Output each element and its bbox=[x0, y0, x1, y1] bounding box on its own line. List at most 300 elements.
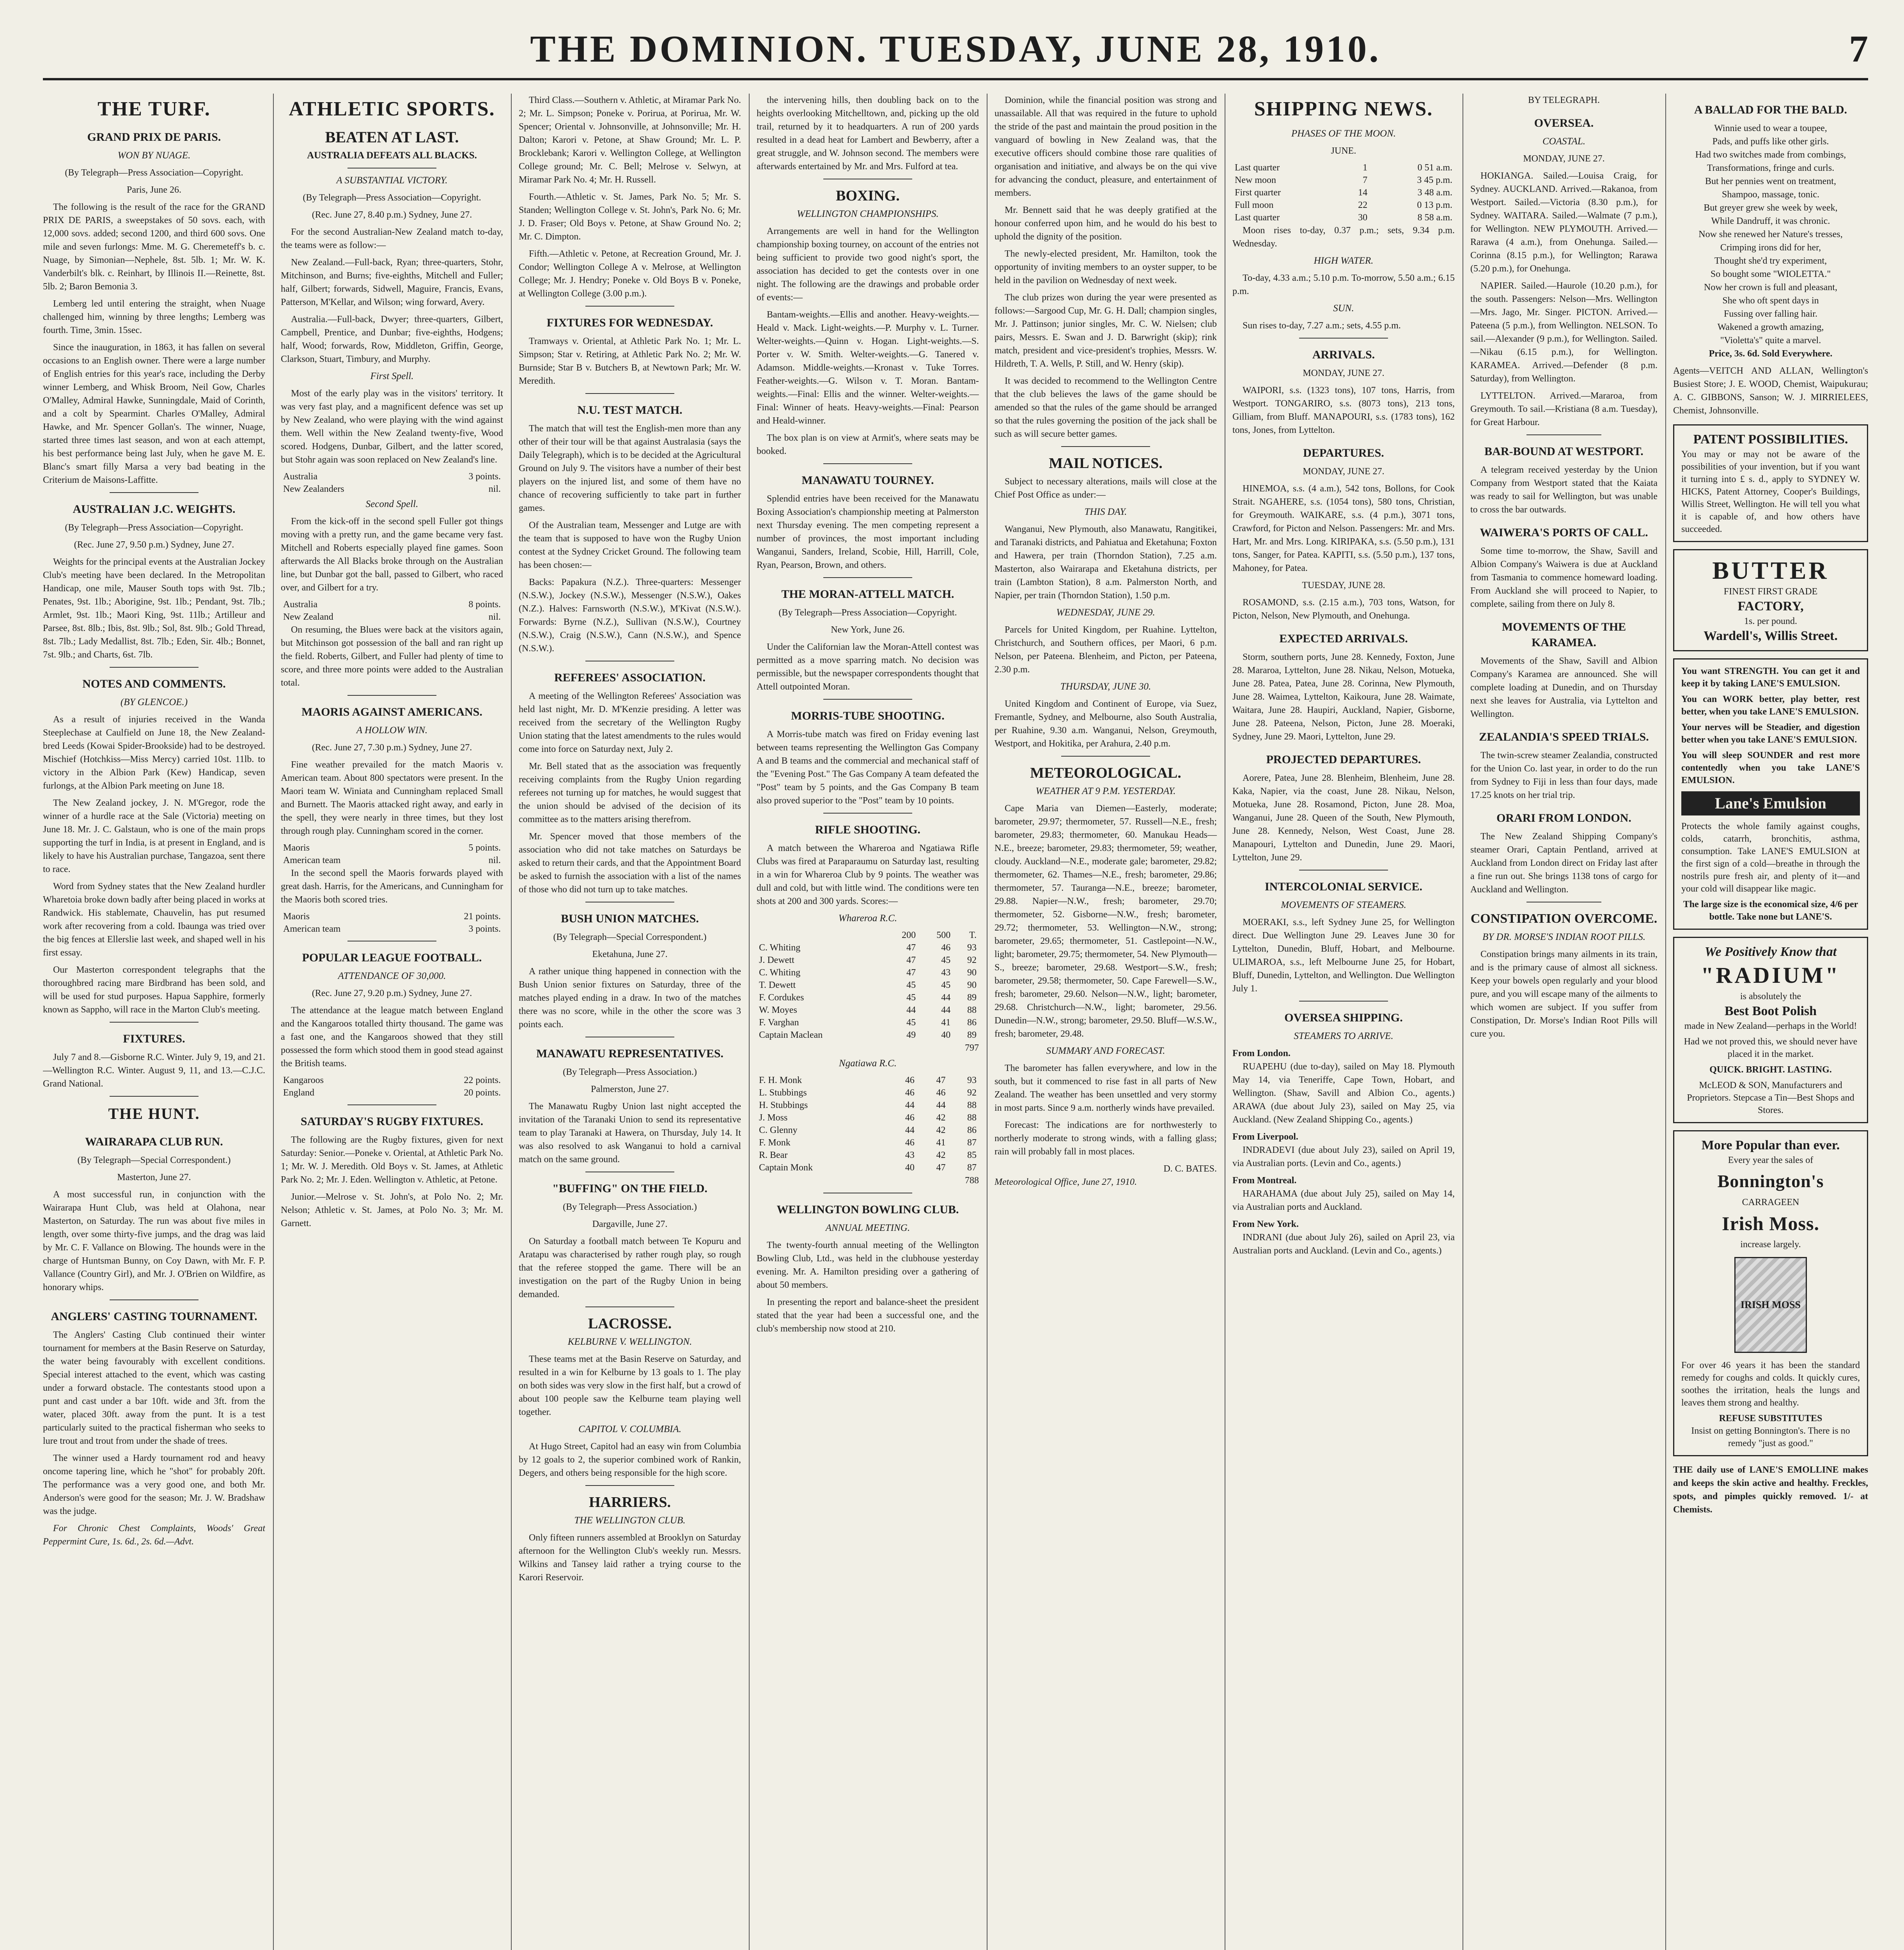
paragraph: Fine weather prevailed for the match Maoris v. American team. About 800 spectators were present. In the Maori team W. Winiata and Cunningham replaced Small and Burnett. The Maoris attacked right away, and early in the spell, they were nearly in three times, but they lost through rough play. Cunningham scored in the corner. bbox=[281, 760, 503, 836]
table-cell: 92 bbox=[967, 1088, 977, 1098]
paragraph: LYTTELTON. Arrived.—Mararoa, from Greymouth. To sail.—Kristiana (8 a.m. Tuesday), for Great Harbour. bbox=[1470, 391, 1658, 427]
table-row bbox=[757, 1099, 979, 1112]
table-row bbox=[757, 1087, 979, 1099]
table-cell: H. Stubbings bbox=[759, 1100, 808, 1110]
ad-body: Protects the whole family against coughs, colds, catarrh, bronchitis, asthma, consumption. Take LANE'S EMULSION at the first sign of a cold—breathe in through the nostrils pure fresh air, and plenty of it—and your cold will disappear like magic. bbox=[1681, 821, 1860, 894]
paragraph: Forecast: The indications are for northwesterly to northerly moderate to strong winds, with a falling glass; rain will probably fall in most places. bbox=[995, 1120, 1217, 1157]
article-title: OVERSEA. bbox=[1534, 117, 1594, 129]
table-cell: C. Glenny bbox=[759, 1125, 798, 1135]
paragraph: Tramways v. Oriental, at Athletic Park No. 1; Mr. L. Simpson; Star v. Retiring, at Athletic Park No. 2; Mr. W. Burnside; Star B v. Butchers B, at Newtown Park; Mr. W. Meredith. bbox=[519, 336, 741, 386]
advertisement-line: For Chronic Chest Complaints, Woods' Great Peppermint Cure, 1s. 6d., 2s. 6d.—Advt. bbox=[43, 1523, 265, 1547]
paragraph: Moon rises to-day, 0.37 p.m.; sets, 9.34 p.m. Wednesday. bbox=[1232, 225, 1455, 249]
paragraph: Most of the early play was in the visitors' territory. It was very fast play, and a magnificent defence was set up by New Zealand, who were playing with the wind against them. Well within the New Zealand twenty-five, Wood scored. Hodgens, Dunbar, Gilbert, and the latter scored, but Stohr again was soon replaced on New Zealand's line. bbox=[281, 388, 503, 465]
paragraph: MOERAKI, s.s., left Sydney June 25, for Wellington direct. Due Wellington June 29. Leaves June 30 for Lyttelton, Dunedin, Bluff, Hobart, and Melbourne. ULIMAROA, s.s., left Melbourne June 25, for Hobart, Bluff, Dunedin, Lyttelton, and Wellington. Due Wellington July 1. bbox=[1232, 917, 1455, 994]
ad-line: Insist on getting Bonnington's. There is no remedy "just as good." bbox=[1691, 1426, 1850, 1448]
team-total: 797 bbox=[965, 1043, 979, 1053]
table-cell: 89 bbox=[967, 993, 977, 1003]
article-title: EXPECTED ARRIVALS. bbox=[1279, 632, 1408, 645]
paragraph: To-day, 4.33 a.m.; 5.10 p.m. To-morrow, 5.50 a.m.; 6.15 p.m. bbox=[1232, 273, 1455, 296]
divider bbox=[823, 699, 912, 700]
dateline: TUESDAY, JUNE 28. bbox=[1302, 580, 1385, 590]
table-cell: 22 bbox=[1358, 200, 1368, 210]
team-heading: Ngatiawa R.C. bbox=[839, 1058, 897, 1069]
paragraph: A match between the Whareroa and Ngatiawa Rifle Clubs was fired at Paraparaumu on Saturday last, resulting in a win for Whareroa Club by 9 points. The weather was dull and cold, but with little wind. The conditions were ten shots at 200 and 300 yards. Scores:— bbox=[757, 843, 979, 906]
ad-title: A BALLAD FOR THE BALD. bbox=[1694, 103, 1847, 116]
divider bbox=[585, 1485, 674, 1486]
article-title: RIFLE SHOOTING. bbox=[815, 823, 921, 836]
table-cell: 46 bbox=[905, 1138, 915, 1148]
article-title: ARRIVALS. bbox=[1312, 348, 1375, 361]
article-title: FIXTURES. bbox=[123, 1032, 185, 1045]
paragraph: Subject to necessary alterations, mails will close at the Chief Post Office as under:— bbox=[995, 477, 1217, 500]
table-cell: F. Monk bbox=[759, 1138, 791, 1148]
moon-phases-table bbox=[1232, 161, 1455, 224]
table-cell: C. Whiting bbox=[759, 968, 801, 978]
paragraph: A rather unique thing happened in connection with the Bush Union senior fixtures on Saturday, three of the matches played ending in a draw. In two of the matches there was no score, while in the other the score was 3 points each. bbox=[519, 966, 741, 1030]
paragraph: In the second spell the Maoris forwards played with great dash. Harris, for the Americans, and Cunningham for the Maoris both scored tries. bbox=[281, 868, 503, 905]
table-cell: 90 bbox=[967, 980, 977, 990]
paragraph: Sun rises to-day, 7.27 a.m.; sets, 4.55 p.m. bbox=[1243, 321, 1401, 331]
paragraph: The New Zealand jockey, J. N. M'Gregor, rode the winner of a hurdle race at the Sale (Victoria) meeting on June 18. Mr. J. C. Galstaun, who is one of the main props supporting the turf in India, is at present in England, and is likely to have his Australian purchase, Tangazoa, sent there to race. bbox=[43, 798, 265, 874]
paragraph: the intervening hills, then doubling back on to the heights overlooking Mitchelltown, and, picking up the old trail, returned by it to headquarters. A run of 200 yards resulted in a dead heat for Lambert and Bewberry, after a great struggle, and W. Johnson second. The members were afterwards entertained by Mr. and Mrs. Fulford at tea. bbox=[757, 95, 979, 172]
dateline: MONDAY, JUNE 27. bbox=[1523, 154, 1605, 164]
divider bbox=[585, 393, 674, 394]
divider bbox=[1526, 434, 1601, 435]
dateline: (Rec. June 27, 9.50 p.m.) Sydney, June 27. bbox=[74, 540, 234, 550]
table-cell: 89 bbox=[967, 1030, 977, 1040]
table-cell: J. Moss bbox=[759, 1113, 788, 1123]
table-cell: J. Dewett bbox=[759, 955, 794, 965]
table-cell: 0 51 a.m. bbox=[1417, 163, 1452, 173]
credit-line: (By Telegraph—Press Association—Copyright. bbox=[65, 168, 243, 178]
paragraph: Weights for the principal events at the Australian Jockey Club's meeting have been declared. In the Metropolitan Handicap, one mile, Mauser South tops with 9st. 7lb.; Penates, 9st. 1lb.; Aborigine, 9st. 1lb.; Pendant, 9st. 7lb.; Armlet, 9st. 1lb.; Maori King, 9st. 11lb.; Artilleur and Parsee, 8st. 8lb.; Ibis, 8st. 9lb.; Sol, 8st. 9lb.; Gold Thread, 8st. 7lb.; Lady Medallist, 8st. 7lb.; Eden, Sir. 4lb.; Bonnet, 7st. 9lb.; and Charts, 6st. 7lb. bbox=[43, 557, 265, 660]
team-heading: Whareroa R.C. bbox=[838, 913, 897, 924]
table-cell: Full moon bbox=[1235, 200, 1274, 210]
ad-line: is absolutely the bbox=[1740, 991, 1801, 1002]
verse-line: Wakened a growth amazing, bbox=[1717, 322, 1824, 332]
team-name: American team bbox=[283, 924, 341, 934]
article-subtitle: WELLINGTON CHAMPIONSHIPS. bbox=[797, 209, 939, 219]
rifle-score-table bbox=[757, 929, 979, 1041]
article-subtitle: ANNUAL MEETING. bbox=[825, 1223, 910, 1233]
butter-ad bbox=[1673, 549, 1868, 651]
credit-line: (By Telegraph—Press Association.) bbox=[563, 1067, 697, 1077]
table-row bbox=[1232, 211, 1455, 224]
table-row bbox=[757, 1161, 979, 1174]
article-title: MANAWATU REPRESENTATIVES. bbox=[536, 1047, 724, 1060]
paragraph: The attendance at the league match between England and the Kangaroos totalled thirty thousand. The game was a fast one, and the Kangaroos showed that they still possessed the form which stood them in good stead against the British teams. bbox=[281, 1005, 503, 1069]
paragraph: As a result of injuries received in the Wanda Steeplechase at Caulfield on June 18, the New Zealand-bred Leeds (Kowai Spider-Brookside) had to be destroyed. Mischief (Hotchkiss—Miss Mercy) carried 10st. 11lb. to victory in the Albion Park (Kew) Handicap, seven furlongs, at the Albion Park meeting on June 18. bbox=[43, 714, 265, 791]
table-cell: 1 bbox=[1363, 163, 1368, 173]
column-mail-weather bbox=[995, 94, 1217, 1950]
table-cell: 45 bbox=[906, 1018, 916, 1028]
table-row bbox=[1232, 161, 1455, 174]
dateline: Masterton, June 27. bbox=[117, 1172, 191, 1182]
table-cell: F. H. Monk bbox=[759, 1075, 802, 1085]
paragraph: The twenty-fourth annual meeting of the Wellington Bowling Club, Ltd., was held in the clubhouse yesterday evening. Mr. A. Hamilton presiding over a gathering of about 50 members. bbox=[757, 1240, 979, 1290]
article-subtitle: (BY GLENCOE.) bbox=[120, 697, 188, 707]
divider bbox=[110, 1299, 199, 1300]
ad-title: Bonnington's bbox=[1717, 1171, 1824, 1191]
credit-line: (By Telegraph—Special Correspondent.) bbox=[553, 932, 707, 942]
table-cell: First quarter bbox=[1235, 188, 1281, 198]
paragraph: July 7 and 8.—Gisborne R.C. Winter. July 9, 19, and 21.—Wellington R.C. Winter. August 9, 11, and 13.—C.J.C. Grand National. bbox=[43, 1052, 265, 1089]
article-title: ZEALANDIA'S SPEED TRIALS. bbox=[1479, 730, 1649, 743]
article-title: OVERSEA SHIPPING. bbox=[1284, 1011, 1403, 1024]
origin-heading: From London. bbox=[1232, 1048, 1291, 1058]
table-cell: 47 bbox=[936, 1163, 946, 1173]
table-row bbox=[757, 991, 979, 1004]
verse-line: Fussing over falling hair. bbox=[1724, 309, 1817, 319]
column-rule bbox=[511, 94, 512, 1950]
article-title: GRAND PRIX DE PARIS. bbox=[87, 131, 221, 144]
article-subtitle: SUMMARY AND FORECAST. bbox=[1046, 1046, 1165, 1056]
table-cell: Last quarter bbox=[1235, 163, 1280, 173]
article-title: N.U. TEST MATCH. bbox=[577, 404, 683, 417]
column-turf bbox=[43, 94, 265, 1950]
paragraph: A most successful run, in conjunction with the Wairarapa Hunt Club, was held at Olahona, near Masterton, on Saturday. The run was about five miles in length, over some thirty-five jumps, and the drag was laid by Mr. C. F. Vallance on Blowing. The hounds were in the charge of Huntsman Bunny, on Coy Dawn, with Mr. F. P. Vallance (Country Girl), and Mr. J. O'Brien on Wildfire, as honorary whips. bbox=[43, 1190, 265, 1292]
divider bbox=[110, 1022, 199, 1023]
origin-heading: From Liverpool. bbox=[1232, 1132, 1298, 1142]
table-cell: Captain Monk bbox=[759, 1163, 813, 1173]
table-cell: 87 bbox=[967, 1163, 977, 1173]
article-title: THE MORAN-ATTELL MATCH. bbox=[781, 588, 954, 601]
ad-line: More Popular than ever. bbox=[1701, 1138, 1840, 1152]
masthead bbox=[43, 27, 1868, 74]
patent-ad bbox=[1673, 424, 1868, 542]
paragraph: Wanganui, New Plymouth, also Manawatu, Rangitikei, and Taranaki districts, and Pahiatua and Eketahuna; Foxton and Hawera, per train (Thorndon Station), 7.25 a.m. Masterton, also Wairarapa and Eketahuna districts, per train (Lambton Station), 8 a.m. Palmerston North, and Napier, per train (Thorndon Station), 1.50 p.m. bbox=[995, 524, 1217, 601]
verse-line: Transformations, fringe and curls. bbox=[1707, 163, 1835, 173]
table-cell: W. Moyes bbox=[759, 1005, 797, 1015]
table-cell: 92 bbox=[967, 955, 977, 965]
article-subtitle: A SUBSTANTIAL VICTORY. bbox=[336, 175, 448, 186]
article-subtitle: STEAMERS TO ARRIVE. bbox=[1294, 1031, 1393, 1041]
section-heading: THE HUNT. bbox=[108, 1105, 200, 1122]
ad-line: FINEST FIRST GRADE bbox=[1723, 587, 1818, 597]
table-cell: 44 bbox=[905, 1125, 915, 1135]
paragraph: The barometer has fallen everywhere, and low in the south, but it commenced to rise fast in all parts of New Zealand. The weather has been unsettled and very stormy in most parts. Since 9 a.m. northerly winds have prevailed. bbox=[995, 1063, 1217, 1113]
paragraph: Under the Californian law the Moran-Attell contest was permitted as a move sparring match. No decision was permissible, but the newspaper correspondents thought that Attell outpointed Moran. bbox=[757, 642, 979, 692]
article-title: BEATEN AT LAST. bbox=[325, 128, 459, 146]
team-score: 22 points. bbox=[464, 1075, 501, 1085]
table-cell: 47 bbox=[936, 1075, 946, 1085]
ad-title: "RADIUM" bbox=[1701, 963, 1840, 988]
table-cell: 40 bbox=[941, 1030, 951, 1040]
month-label: JUNE. bbox=[1331, 146, 1356, 156]
table-cell: 47 bbox=[906, 943, 916, 953]
divider bbox=[347, 1104, 436, 1105]
paragraph: On Saturday a football match between Te Kopuru and Aratapu was characterised by rather rough play, so rough that the referee stopped the game. There will be an investigation on the part of the Rugby Union in being demanded. bbox=[519, 1236, 741, 1299]
paragraph: INDRADEVI (due about July 23), sailed on April 19, via Australian ports. (Levin and Co., agents.) bbox=[1232, 1145, 1455, 1168]
table-cell: 90 bbox=[967, 968, 977, 978]
paragraph: Since the inauguration, in 1863, it has fallen on several occasions to an English owner. There were a large number of English entries for this year's race, including the Derby winner Lemberg, and Whisk Broom, Neil Gow, Charles O'Malley, Admiral Hawke, Sunningdale, Maid of Corinth, and a colt by Spearmint. Charles O'Malley, Admiral Hawke, and Mr. Spencer Gollan's. The winner, Nuage, started three times last season, and won at each attempt, his best performance being last July, when he gave M. E. Blanc's smart filly Marsa a very bad beating in the Criterium de Maisons-Laffitte. bbox=[43, 342, 265, 485]
paragraph: Parcels for United Kingdom, per Ruahine. Lyttelton, Christchurch, and Southern offices, per Maori, 6 p.m. Nelson, per Pateena. Blenheim, and Picton, per Pateena, 2.30 p.m. bbox=[995, 625, 1217, 675]
dateline: Dargaville, June 27. bbox=[592, 1219, 668, 1229]
team-name: Kangaroos bbox=[283, 1075, 324, 1085]
dateline: MONDAY, JUNE 27. bbox=[1303, 466, 1385, 477]
table-cell: 93 bbox=[967, 1075, 977, 1085]
ad-price: 1s. per pound. bbox=[1744, 616, 1797, 626]
article-title: ORARI FROM LONDON. bbox=[1496, 812, 1631, 824]
divider bbox=[585, 306, 674, 307]
table-cell: 42 bbox=[936, 1125, 946, 1135]
team-name: Australia bbox=[283, 472, 317, 482]
verse-line: Thought she'd try experiment, bbox=[1714, 256, 1827, 266]
table-header-row bbox=[757, 929, 979, 941]
paragraph: A meeting of the Wellington Referees' Association was held last night, Mr. D. M'Kenzie presiding. A letter was received from the secretary of the Wellington Rugby Union stating that the latest amendments to the rules would come into force on Saturday next, July 2. bbox=[519, 691, 741, 754]
ad-line: You will sleep SOUNDER and rest more contentedly when you take LANE'S EMULSION. bbox=[1681, 750, 1860, 785]
table-cell: 44 bbox=[941, 1005, 951, 1015]
paragraph: For the second Australian-New Zealand match to-day, the teams were as follow:— bbox=[281, 227, 503, 250]
paragraph: Aorere, Patea, June 28. Blenheim, Blenheim, June 28. Kaka, Napier, via the coast, June 28. Nikau, Nelson, Motueka, June 28. Rosamond, Picton, June 28. Moa, Wanganui, June 28. Queen of the South, New Plymouth, June 28. Kennedy, Nelson, West Coast, June 28. Manapouri, Lyttelton and Dunedin, June 29. Maori, Lyttelton, June 29. bbox=[1232, 773, 1455, 863]
dateline: (Rec. June 27, 8.40 p.m.) Sydney, June 27. bbox=[312, 210, 472, 220]
divider bbox=[823, 463, 912, 464]
team-name: Maoris bbox=[283, 911, 310, 922]
table-cell: 87 bbox=[967, 1138, 977, 1148]
paragraph: The box plan is on view at Armit's, where seats may be booked. bbox=[757, 433, 979, 456]
verse-line: "Violetta's" quite a marvel. bbox=[1720, 335, 1821, 346]
table-cell: 46 bbox=[905, 1075, 915, 1085]
section-heading: THE TURF. bbox=[98, 98, 211, 120]
table-cell: 45 bbox=[941, 955, 951, 965]
paragraph: Fifth.—Athletic v. Petone, at Recreation Ground, Mr. J. Condor; Wellington College A v. Melrose, at Wellington College; Mr. J. Hendry; Poneke v. Old Boys B v. Poneke, at Wellington College (3.00 p.m.). bbox=[519, 249, 741, 299]
table-cell: 44 bbox=[906, 1005, 916, 1015]
team-score: nil. bbox=[488, 484, 501, 494]
article-title: WELLINGTON BOWLING CLUB. bbox=[776, 1203, 959, 1216]
article-title: SATURDAY'S RUGBY FIXTURES. bbox=[300, 1115, 484, 1128]
ad-price: Price, 3s. 6d. Sold Everywhere. bbox=[1709, 349, 1833, 359]
paragraph: In presenting the report and balance-sheet the president stated that the year had been a successful one, and the club's membership now stood at 210. bbox=[757, 1297, 979, 1334]
table-cell: 44 bbox=[936, 1100, 946, 1110]
table-cell: F. Varghan bbox=[759, 1018, 799, 1028]
column-shipping bbox=[1232, 94, 1455, 1950]
paragraph: The New Zealand Shipping Company's steamer Orari, Captain Pentland, arrived at Auckland from London direct on Friday last after a fine run out. She brings 1138 tons of cargo for Auckland and Wellington. bbox=[1470, 831, 1658, 895]
column-header: 200 bbox=[902, 930, 916, 940]
paragraph: Lemberg led until entering the straight, when Nuage challenged him, winning by three lengths; Lemberg was fourth. Time, 3min. 15sec. bbox=[43, 299, 265, 335]
emolline-ad: THE daily use of LANE'S EMOLLINE makes and keeps the skin active and healthy. Freckles, spots, and pimples quickly removed. 1/- at Chemists. bbox=[1673, 1465, 1868, 1515]
column-boxing bbox=[757, 94, 979, 1950]
ad-line: made in New Zealand—perhaps in the World! bbox=[1684, 1021, 1857, 1031]
ad-line: QUICK. BRIGHT. LASTING. bbox=[1709, 1065, 1832, 1075]
team-total: 788 bbox=[965, 1175, 979, 1186]
team-score: nil. bbox=[488, 855, 501, 865]
ad-line: Every year the sales of bbox=[1728, 1155, 1814, 1165]
credit-line: (By Telegraph—Press Association—Copyright. bbox=[778, 608, 957, 618]
paragraph: Bantam-weights.—Ellis and another. Heavy-weights.—Heald v. Mack. Light-weights.—P. Murphy v. L. Turner. Welter-weights.—Quinn v. Hogan. Light-weights.—S. Porter v. W. Smith. Welter-weights.—G. Tanered v. Adamson. Middle-weights.—Kronast v. Tuke Torres. Feather-weights.—G. Wilson v. T. Moran. Bantam-weights.—Final: Ellis and the winner. Welter-weights.—Final: Winner of heats. Heavy-weights.—Final: Pearson and Heald-winner. bbox=[757, 310, 979, 426]
day-heading: THURSDAY, JUNE 30. bbox=[1060, 681, 1151, 692]
article-title: WAIRARAPA CLUB RUN. bbox=[85, 1135, 223, 1148]
radium-polish-ad bbox=[1673, 937, 1868, 1123]
paragraph: Only fifteen runners assembled at Brooklyn on Saturday afternoon for the Wellington Club's weekly run. Messrs. Wilkins and Tansey laid rather a trying course to the Karori Reservoir. bbox=[519, 1533, 741, 1583]
divider bbox=[585, 1306, 674, 1307]
article-title: AUSTRALIAN J.C. WEIGHTS. bbox=[73, 503, 236, 516]
column-rule bbox=[273, 94, 274, 1950]
article-title: DEPARTURES. bbox=[1303, 447, 1384, 459]
column-rule bbox=[749, 94, 750, 1950]
table-cell: 7 bbox=[1363, 175, 1368, 185]
article-title: METEOROLOGICAL. bbox=[1030, 765, 1181, 781]
day-heading: THIS DAY. bbox=[1084, 507, 1127, 517]
paragraph: HOKIANGA. Sailed.—Louisa Craig, for Sydney. AUCKLAND. Arrived.—Rakanoa, from Westport. Sailed.—Victoria (8.30 p.m.), for Sydney. WAITARA. Sailed.—Walmate (7 p.m.), for Wellington. NEW PLYMOUTH. Arrived.—Rarawa (4 a.m.), from Onehunga. Sailed.—Corinna (8.15 p.m.), for Wellington; Rarawa (5.20 p.m.), for Onehunga. bbox=[1470, 171, 1658, 274]
ad-title: Lane's Emulsion bbox=[1715, 794, 1826, 812]
table-cell: New moon bbox=[1235, 175, 1276, 185]
paragraph: The winner used a Hardy tournament rod and heavy oncome tapering line, which he "shot" for probably 20ft. The performance was a very good one, and both Mr. Anderson's were good for the season; Mr. J. W. Bradshaw was the judge. bbox=[43, 1453, 265, 1516]
table-cell: 86 bbox=[967, 1125, 977, 1135]
column-header: 500 bbox=[936, 930, 951, 940]
section-heading: ATHLETIC SPORTS. bbox=[289, 98, 495, 120]
ad-line: McLEOD & SON, Manufacturers and Proprietors. Stepcase a Tin—Best Shops and Stores. bbox=[1687, 1080, 1854, 1115]
article-title: FIXTURES FOR WEDNESDAY. bbox=[546, 316, 713, 329]
table-cell: L. Stubbings bbox=[759, 1088, 807, 1098]
table-cell: 45 bbox=[906, 980, 916, 990]
table-cell: Last quarter bbox=[1235, 213, 1280, 223]
masthead-rule bbox=[43, 78, 1868, 80]
paragraph: Australia.—Full-back, Dwyer; three-quarters, Gilbert, Campbell, Prentice, and Dunbar; five-eighths, Hodgens; half, Wood; forwards, Row, Middleton, Griffin, George, Clarkson, Stuart, Timbury, and Murphy. bbox=[281, 314, 503, 364]
article-title: "BUFFING" ON THE FIELD. bbox=[552, 1182, 707, 1195]
table-cell: 45 bbox=[906, 993, 916, 1003]
paragraph: Mr. Spencer moved that those members of the association who did not take matches on Saturdays be asked to return their cards, and that the Appointment Board be asked to furnish the association with a list of the names of those who did not turn up to take matches. bbox=[519, 831, 741, 895]
table-row bbox=[757, 1149, 979, 1161]
verse-line: Winnie used to wear a toupee, bbox=[1714, 123, 1827, 133]
paragraph: A Morris-tube match was fired on Friday evening last between teams representing the Wellington Gas Company A and B teams and the commercial and mechanical staff of the "Evening Post." The Gas Company A team defeated the "Post" team by 5 points, and the Gas Company B team also proved superior to the "Post" team by 10 points. bbox=[757, 729, 979, 806]
team-score: 20 points. bbox=[464, 1088, 501, 1098]
verse-line: Pads, and puffs like other girls. bbox=[1712, 136, 1829, 147]
dateline: (Rec. June 27, 7.30 p.m.) Sydney, June 27. bbox=[312, 743, 472, 753]
divider bbox=[823, 577, 912, 578]
paragraph: The following are the Rugby fixtures, given for next Saturday: Senior.—Poneke v. Oriental, at Athletic Park No. 1; Mr. W. J. Meredith. Old Boys v. St. James, at Athletic Park No. 2; Mr. J. Eden. Wellington v. Athletic, at Petone. bbox=[281, 1135, 503, 1185]
ad-shop: Wardell's, Willis Street. bbox=[1704, 629, 1838, 643]
paragraph: New Zealand.—Full-back, Ryan; three-quarters, Stohr, Mitchinson, and Burns; five-eighths, Mitchell and Fuller; half, Gilbert; forwards, Sidwell, Maguire, Francis, Evans, Patterson, M'Kellar, and Wilson; wing forward, Avery. bbox=[281, 257, 503, 307]
paragraph: INDRANI (due about July 26), sailed on April 23, via Australian ports and Auckland. (Levin and Co., agents.) bbox=[1232, 1232, 1455, 1256]
signature-office: Meteorological Office, June 27, 1910. bbox=[995, 1177, 1137, 1187]
verse-line: While Dandruff, it was chronic. bbox=[1711, 216, 1830, 226]
paragraph: At Hugo Street, Capitol had an easy win from Columbia by 12 goals to 2, the superior combined work of Rankin, Degers, and others being responsible for the high score. bbox=[519, 1441, 741, 1478]
verse-line: But greyer grew she week by week, bbox=[1704, 203, 1838, 213]
table-row bbox=[1232, 174, 1455, 186]
divider bbox=[1299, 1001, 1388, 1002]
article-title: ANGLERS' CASTING TOURNAMENT. bbox=[51, 1310, 257, 1323]
dateline: MONDAY, JUNE 27. bbox=[1303, 368, 1385, 378]
article-title: INTERCOLONIAL SERVICE. bbox=[1264, 880, 1423, 893]
verse-line: So bought some "WIOLETTA." bbox=[1710, 269, 1831, 279]
table-row bbox=[1232, 186, 1455, 199]
score-table bbox=[281, 1074, 503, 1099]
masthead-title: THE DOMINION. TUESDAY, JUNE 28, 1910. bbox=[530, 28, 1381, 70]
paragraph: Some time to-morrow, the Shaw, Savill and Albion Company's Waiwera is due at Auckland from Tasmania to commence homeward loading. From Auckland she will proceed to Napier, to complete, sailing from there on July 8. bbox=[1470, 546, 1658, 609]
article-title: WAIWERA'S PORTS OF CALL. bbox=[1480, 526, 1648, 539]
spell-heading: Second Spell. bbox=[365, 499, 418, 509]
table-cell: T. Dewett bbox=[759, 980, 796, 990]
paragraph: Of the Australian team, Messenger and Lutge are with the team that is supposed to have won the Rugby Union contest at the Sydney Cricket Ground. The following team has been chosen:— bbox=[519, 520, 741, 570]
article-subtitle: A HOLLOW WIN. bbox=[356, 725, 428, 736]
bonningtons-ad bbox=[1673, 1130, 1868, 1456]
team-name: New Zealanders bbox=[283, 484, 344, 494]
paragraph: Movements of the Shaw, Savill and Albion Company's Karamea are announced. She will complete loading at Dunedin, and on Thursday next she leaves for Australia, via Lyttelton and Wellington. bbox=[1470, 656, 1658, 719]
table-cell: 14 bbox=[1358, 188, 1368, 198]
divider bbox=[1061, 756, 1150, 757]
credit-line: (By Telegraph—Special Correspondent.) bbox=[77, 1155, 231, 1165]
verse-line: Now she renewed her Nature's tresses, bbox=[1698, 229, 1843, 239]
table-cell: 41 bbox=[941, 1018, 951, 1028]
paragraph: Fourth.—Athletic v. St. James, Park No. 5; Mr. S. Standen; Wellington College v. St. John's, Park No. 6; Mr. J. D. Fraser; Old Boys v. Petone, at Shaw Ground No. 2; Mr. C. Dimpton. bbox=[519, 192, 741, 242]
table-cell: 3 45 p.m. bbox=[1417, 175, 1452, 185]
ad-line: CARRAGEEN bbox=[1742, 1197, 1799, 1207]
divider bbox=[110, 492, 199, 493]
team-score: 8 points. bbox=[468, 599, 501, 610]
lanes-emulsion-ad bbox=[1673, 658, 1868, 930]
column-sports-continued bbox=[519, 94, 741, 1950]
table-row bbox=[1232, 199, 1455, 211]
verse-line: She who oft spent days in bbox=[1722, 296, 1819, 306]
paragraph: On resuming, the Blues were back at the visitors again, but Mitchinson got possession of the ball and ran right up the field. Roberts, Gilbert, and Fuller had plenty of time to score, and three more points were added to the Australian total. bbox=[281, 625, 503, 688]
ad-title: Irish Moss. bbox=[1722, 1213, 1819, 1234]
paragraph: HINEMOA, s.s. (4 a.m.), 542 tons, Bollons, for Cook Strait. NGAHERE, s.s. (1054 tons), 580 tons, Christian, for Greymouth. WAIKARE, s.s. (4 p.m.), 3071 tons, Crawford, for Picton and Nelson. Passengers: Mr. and Mrs. Hart, Mr. and Mrs. Long. KIRIPAKA, s.s. (5.50 p.m.), 131 tons, Sanger, for Patea. KAPITI, s.s. (5.50 p.m.), 137 tons, Mahoney, for Patea. bbox=[1232, 484, 1455, 573]
credit-line: (By Telegraph—Press Association—Copyright. bbox=[65, 523, 243, 533]
irish-moss-bottle-icon: IRISH MOSS bbox=[1734, 1257, 1807, 1353]
table-cell: 8 58 a.m. bbox=[1417, 213, 1452, 223]
table-cell: 88 bbox=[967, 1100, 977, 1110]
article-title: REFEREES' ASSOCIATION. bbox=[554, 671, 706, 684]
article-subtitle: THE WELLINGTON CLUB. bbox=[574, 1515, 686, 1526]
spell-heading: First Spell. bbox=[370, 371, 414, 381]
table-cell: 42 bbox=[936, 1113, 946, 1123]
table-cell: F. Cordukes bbox=[759, 993, 804, 1003]
article-subtitle: CAPITOL V. COLUMBIA. bbox=[578, 1424, 681, 1434]
table-row bbox=[757, 1124, 979, 1136]
paragraph: Mr. Bell stated that as the association was frequently receiving complaints from the Rugby Union regarding referees not turning up for matches, he would suggest that the union should be advised of the decision of its committee as to the matters arising therefrom. bbox=[519, 761, 741, 824]
paragraph: Our Masterton correspondent telegraphs that the thoroughbred racing mare Birdbrand has been sold, and will be used for stud purposes. Hapua Sapphire, formerly known as Sappho, will race in the Marton Club's meeting. bbox=[43, 965, 265, 1015]
paragraph: Storm, southern ports, June 28. Kennedy, Foxton, June 28. Mararoa, Lyttelton, June 28. Nikau, Nelson, Motueka, June 28. Patea, Patea, June 28. Corinna, New Plymouth, June 28. Waimea, Lyttelton, Kaikoura, June 28. Waimate, Waitara, June 28. Haupiri, Auckland, Napier, Gisborne, June 28. Pateena, Nelson, Picton, June 28. Moeraki, Sydney, June 29. Maori, Lyttelton, June 29. bbox=[1232, 652, 1455, 742]
dateline: Eketahuna, June 27. bbox=[592, 949, 668, 959]
article-subtitle: HIGH WATER. bbox=[1314, 255, 1374, 266]
page-number: 7 bbox=[1849, 28, 1868, 70]
table-cell: 88 bbox=[967, 1113, 977, 1123]
team-name: American team bbox=[283, 855, 341, 865]
table-cell: 43 bbox=[905, 1150, 915, 1160]
team-score: 21 points. bbox=[464, 911, 501, 922]
divider bbox=[110, 1096, 199, 1097]
article-subtitle: MOVEMENTS OF STEAMERS. bbox=[1281, 900, 1406, 910]
table-cell: 85 bbox=[967, 1150, 977, 1160]
team-name: Maoris bbox=[283, 843, 310, 853]
table-cell: C. Whiting bbox=[759, 943, 801, 953]
table-cell: 43 bbox=[941, 968, 951, 978]
ballad-verse bbox=[1673, 122, 1868, 347]
table-row bbox=[757, 1074, 979, 1087]
table-row bbox=[757, 1136, 979, 1149]
verse-line: Crimping irons did for her, bbox=[1720, 243, 1821, 253]
paragraph: The club prizes won during the year were presented as follows:—Sargood Cup, Mr. G. H. Dall; champion singles, Mr. J. Pattinson; junior singles, Mr. C. W. Nielsen; club pairs, Messrs. E. Swan and J. D. Barwright (skip); rink match, president and vice-president's trophies, Messrs. W. Hildreth, T. A. Wells, P. Still, and W. Henry (skip). bbox=[995, 292, 1217, 369]
table-row bbox=[757, 966, 979, 979]
verse-line: Had two switches made from combings, bbox=[1695, 150, 1846, 160]
column-header: T. bbox=[969, 930, 977, 940]
divider bbox=[1061, 446, 1150, 447]
table-cell: Captain Maclean bbox=[759, 1030, 823, 1040]
paragraph: The Manawatu Rugby Union last night accepted the invitation of the Taranaki Union to send its representative team to play Taranaki at Hawera, on Thursday, July 14. It was also resolved to ask Wanganui to hold a carnival match on the same ground. bbox=[519, 1101, 741, 1165]
paragraph: ROSAMOND, s.s. (2.15 a.m.), 703 tons, Watson, for Picton, Nelson, New Plymouth, and Onehunga. bbox=[1232, 597, 1455, 621]
team-score: nil. bbox=[488, 612, 501, 622]
score-table bbox=[281, 910, 503, 935]
table-cell: 46 bbox=[941, 943, 951, 953]
table-cell: 30 bbox=[1358, 213, 1368, 223]
ad-line: Had we not proved this, we should never have placed it in the market. bbox=[1684, 1037, 1858, 1059]
table-cell: 0 13 p.m. bbox=[1417, 200, 1452, 210]
score-table bbox=[281, 598, 503, 623]
table-row bbox=[757, 1112, 979, 1124]
dateline: Paris, June 26. bbox=[127, 185, 181, 195]
paragraph: Splendid entries have been received for the Manawatu Boxing Association's championship meeting at Palmerston next Thursday evening. The men competing represent a number of provinces, the most important including Wanganui, Sanders, Ireland, Scobie, Hill, Harrill, Cole, Ryan, Pearson, Brown, and others. bbox=[757, 494, 979, 570]
table-row bbox=[757, 941, 979, 954]
